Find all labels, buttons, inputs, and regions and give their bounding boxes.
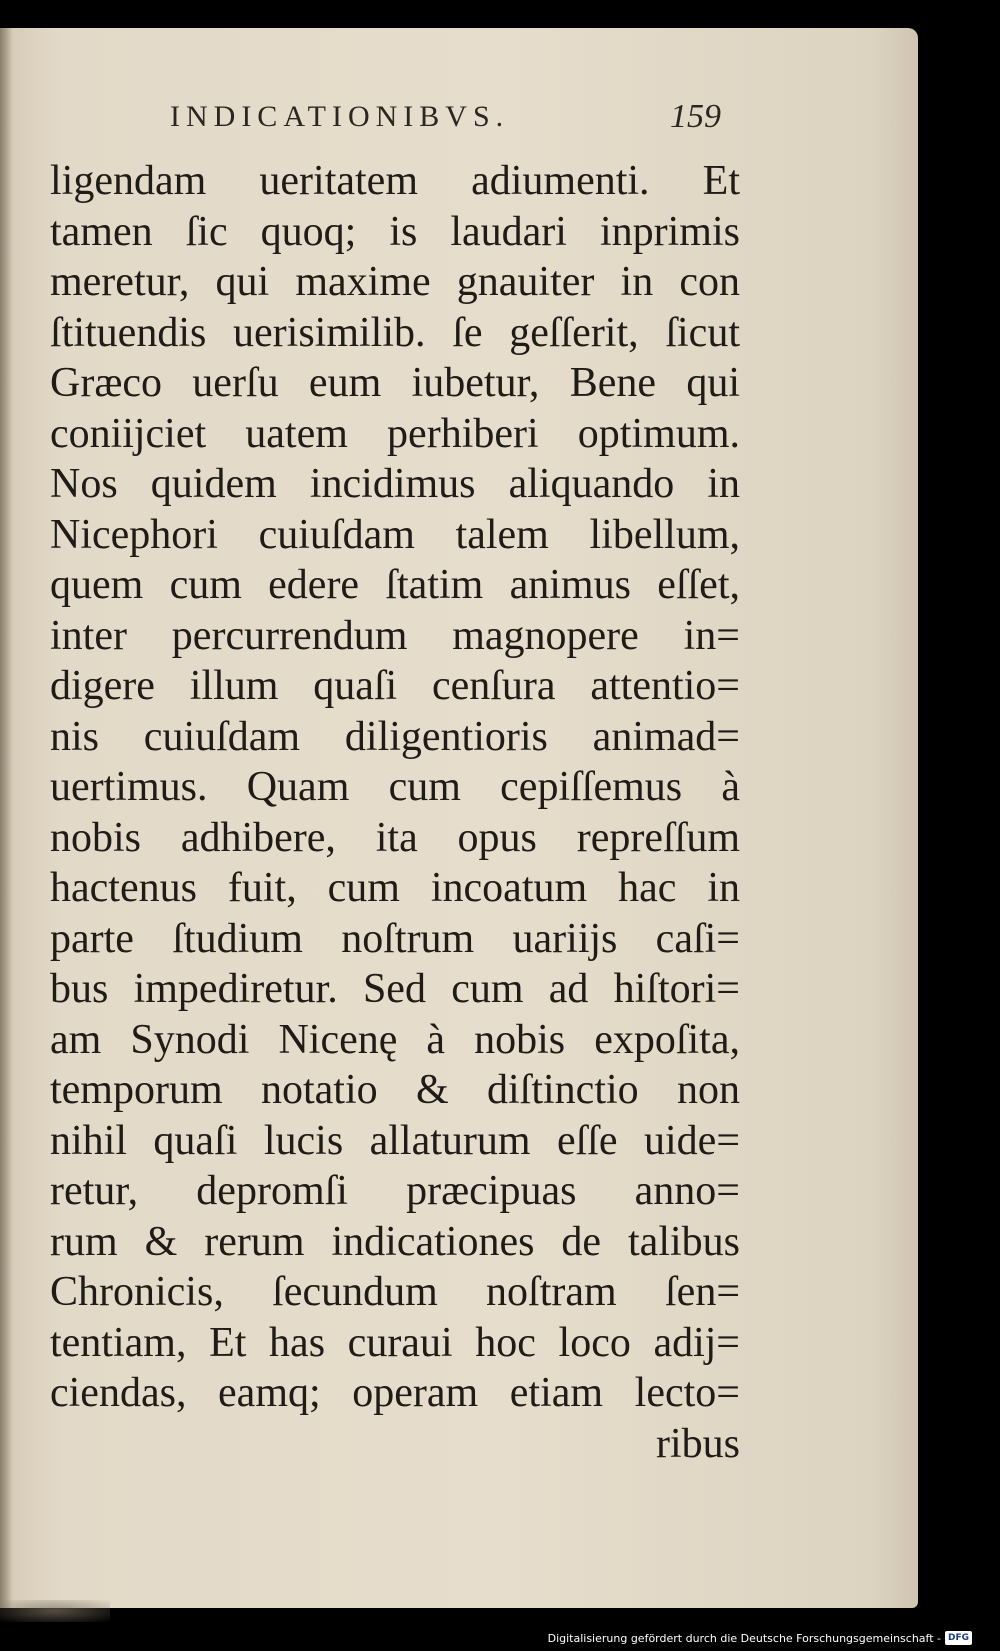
text-line: ſtituendis uerisimilib. ſe geſſerit, ſicut bbox=[50, 309, 740, 356]
credit-text: Digitalisierung gefördert durch die Deutsche Forschungsgemeinschaft - bbox=[547, 1631, 941, 1645]
body-text bbox=[50, 156, 740, 1469]
text-line: quem cum edere ſtatim animus eſſet, bbox=[50, 562, 740, 608]
text-line: nihil quaſi lucis allaturum eſſe uide= bbox=[50, 1117, 740, 1164]
text-line: ligendam ueritatem adiumenti. Et bbox=[50, 158, 740, 204]
text-line: retur, depromſi præcipuas anno= bbox=[50, 1168, 740, 1214]
page-gutter-shadow bbox=[0, 28, 12, 1608]
text-line: tentiam, Et has curaui hoc loco adĳ= bbox=[50, 1319, 740, 1366]
catchword: ribus bbox=[656, 1420, 740, 1467]
text-line: uertimus. Quam cum cepiſſemus à bbox=[50, 764, 740, 810]
text-line: hactenus fuit, cum incoatum hac in bbox=[50, 865, 740, 911]
scan-smudge bbox=[0, 1600, 110, 1622]
digitization-credit bbox=[548, 1631, 972, 1645]
text-line: parte ſtudium noſtrum uariĳs caſi= bbox=[50, 915, 740, 962]
text-line: tamen ſic quoq; is laudari inprimis bbox=[50, 208, 740, 255]
dfg-logo-icon: DFG bbox=[945, 1631, 972, 1645]
page-number: 159 bbox=[670, 98, 721, 135]
text-line: nobis adhibere, ita opus repreſſum bbox=[50, 814, 740, 861]
text-line: Græco uerſu eum iubetur, Bene qui bbox=[50, 360, 740, 406]
text-line: rum & rerum indicationes de talibus bbox=[50, 1218, 740, 1265]
text-line: ciendas, eamq; operam etiam lecto= bbox=[50, 1370, 740, 1416]
text-line: Nos quidem incidimus aliquando in bbox=[50, 461, 740, 507]
text-line: Nicephori cuiuſdam talem libellum, bbox=[50, 511, 740, 558]
book-page bbox=[0, 28, 918, 1608]
running-head: INDICATIONIBVS. bbox=[170, 100, 510, 133]
text-line: digere illum quaſi cenſura attentio= bbox=[50, 663, 740, 709]
text-line: nis cuiuſdam diligentioris animad= bbox=[50, 713, 740, 760]
text-line: inter percurrendum magnopere in= bbox=[50, 612, 740, 659]
text-line: am Synodi Nicenę à nobis expoſita, bbox=[50, 1016, 740, 1063]
text-line: bus impediretur. Sed cum ad hiſtori= bbox=[50, 966, 740, 1012]
text-line: Chronicis, ſecundum noſtram ſen= bbox=[50, 1269, 740, 1315]
text-line: meretur, qui maxime gnauiter in con bbox=[50, 259, 740, 305]
text-line: coniĳciet uatem perhiberi optimum. bbox=[50, 410, 740, 457]
text-line: temporum notatio & diſtinctio non bbox=[50, 1067, 740, 1113]
